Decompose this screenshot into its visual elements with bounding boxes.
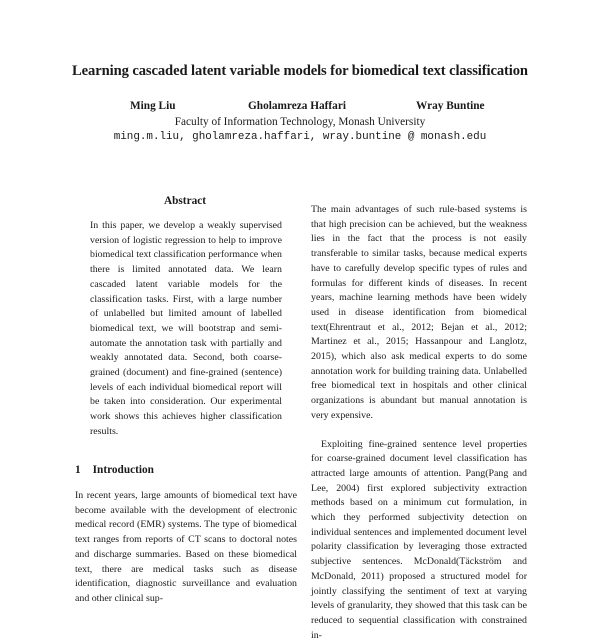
- body-paragraph: Exploiting fine-grained sentence level properties for coarse-grained document level classification has attracted large amounts of attention. Pang(Pang and Lee, 2004) first explored subjectivity extraction methods based on a minimum cut formulation, in which they performed subjectivity detection on individual sentences and implemented document level polarity classification by leveraging those extracted subjective sentences. McDonald(Täckström and McDonald, 2011) proposed a structured model for jointly classifying the sentiment of text at varying levels of granularity, they showed that this task can be reduced to sequential classification with constrained in-: [311, 438, 527, 641]
- paper-title: Learning cascaded latent variable models for biomedical text classification: [72, 63, 528, 79]
- author-emails: ming.m.liu, gholamreza.haffari, wray.buntine @ monash.edu: [113, 131, 487, 143]
- body-paragraph: The main advantages of such rule-based systems is that high precision can be achieved, but the weakness lies in the fact that the process is not easily transferable to similar tasks, because medical experts have to carefully develop specific types of rules and formulas for different kinds of diseases. In recent years, machine learning methods have been widely used in disease identification from biomedical text(Ehrentraut et al., 2012; Bejan et al., 2012; Martinez et al., 2015; Hassanpour and Langlotz, 2015), which also ask medical experts to do some annotation work for building training data. Unlabelled free biomedical text in hospitals and other clinical organizations is abundant but manual annotation is very expensive.: [311, 204, 527, 421]
- author-name: Wray Buntine: [416, 100, 485, 112]
- section-number: 1: [75, 464, 81, 476]
- abstract-heading: Abstract: [163, 195, 207, 207]
- right-column: [311, 203, 527, 643]
- abstract-text: In this paper, we develop a weakly supervised version of logistic regression to help to improve biomedical text classification performance when there is limited annotated data. We learn cascaded latent variable models for the classification tasks. First, with a large number of unlabelled but limited amount of labelled biomedical text, we will bootstrap and semi-automate the annotation task with partially and weakly annotated data. Second, both coarse-grained (document) and fine-grained (sentence) levels of each individual biomedical report will be taken into consideration. Our experimental work shows this achieves higher classification results.: [90, 220, 282, 437]
- introduction-text: In recent years, large amounts of biomedical text have become available with the development of electronic medical record (EMR) systems. The type of biomedical text ranges from reports of CT scans to doctoral notes and discharge summaries. Based on these biomedical text, there are medical tasks such as disease identification, diagnostic surveillance and evaluation and other clinical sup-: [75, 490, 297, 604]
- section-title: Introduction: [92, 464, 154, 476]
- author-name: Gholamreza Haffari: [248, 100, 346, 112]
- affiliation: Faculty of Information Technology, Monash University: [174, 116, 426, 128]
- section-heading-introduction: [75, 464, 154, 476]
- author-name: Ming Liu: [130, 100, 176, 112]
